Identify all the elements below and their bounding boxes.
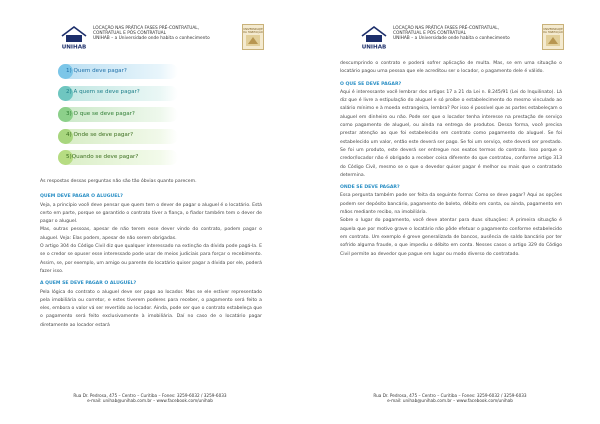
- question-item: [58, 86, 178, 101]
- section-heading: ONDE SE DEVE PAGAR?: [340, 185, 400, 191]
- question-label: 5)Quando se deve pagar?: [66, 153, 139, 160]
- page-right: [300, 0, 600, 424]
- intro-text: As respostas dessas perguntas não são tão óbvias quanto parecem.: [40, 179, 197, 184]
- question-label: 4) Onde se deve pagar?: [66, 132, 134, 138]
- paragraph: descumprindo o contrato e poderá sofrer aplicação de multa. Mas, se em uma situação o locatário pagou uma pessoa que ele acreditou ser o locador, o pagamento dele é válido.: [340, 61, 562, 75]
- paragraph: Sobre o lugar do pagamento, você deve atentar para duas situações: A primeira situação é aquela que por motivo grave o locatário não pôde efetuar o pagamento conforme estabelecido em contrato. Um exemplo é greve generalizada de bancos, ausência de saldo bancário por ter sofrido alguma fraude, o que impediu o débito em conta. Nesses casos o artigo 329 do Código Civil permite ao devedor que pague em lugar ou modo diverso do contratado.: [340, 218, 562, 257]
- footer: [300, 393, 600, 404]
- header-line: LOCAÇÃO NAS PRÁTICA FASES PRÉ-CONTRATUAL,: [393, 26, 500, 31]
- logo-text: UNIHAB: [361, 44, 387, 50]
- paragraph: Essa pergunta também pode ser feita da seguinte forma: Como se deve pagar? Aqui as opções podem ser depósito bancário, pagamento de boleto, débito em conta, ou ainda, pagamento em mãos mediante recibo, na imobiliária.: [340, 193, 562, 216]
- header-line: CONTRATUAL E PÓS CONTRATUAL: [393, 31, 466, 37]
- page-right-body: [340, 60, 562, 259]
- question-label: 3) O que se deve pagar?: [66, 110, 135, 117]
- seal-logo: [242, 24, 264, 50]
- question-item: [58, 150, 178, 165]
- question-item: [58, 107, 178, 122]
- question-item: [58, 129, 178, 144]
- footer-address: Rua Dr. Pedrosa, 475 – Centro – Curitiba – Fones: 3259-6032 / 3259-6033: [373, 393, 527, 398]
- footer-contact: e-mail: unihab@unihab.com.br – www.facebook.com/unihab: [87, 398, 213, 404]
- question-label: 1) Quem deve pagar?: [66, 67, 127, 74]
- header-text: [393, 26, 543, 42]
- seal-logo: [542, 24, 564, 50]
- questions-list: [58, 64, 178, 172]
- header: [0, 24, 300, 52]
- section-heading: QUEM DEVE PAGAR O ALUGUEL?: [40, 194, 123, 200]
- question-label: 2) A quem se deve pagar?: [66, 89, 140, 95]
- header-line: UNIHAB – a Universidade onde habita o conhecimento: [393, 36, 510, 42]
- section-heading: O QUE SE DEVE PAGAR?: [340, 81, 402, 87]
- header-text: [93, 26, 243, 42]
- paragraph: Veja, a princípio você deve pensar que quem tem o dever de pagar o aluguel é o locatário. Está certo em parte, porque se garantido o contrato tiver a fiança, o fiador também tem o dever de pagar o aluguel.: [40, 202, 262, 225]
- paragraph: Aqui é interessante você lembrar dos artigos 17 a 21 da Lei n. 8.245/91 (Lei do Inquilinato). Lá diz que é livre a estipulação do aluguel e só proíbe o estabelecimento do mesmo vinculado ao salário mínimo e à moeda estrangeira, lembra? Por isso é possível que as partes estabeleçam o aluguel em dinheiro ou não. Pode ser que o locador tenha interesse na prestação de serviço como pagamento de aluguel, ou ainda na entrega de produtos. Dessa forma, você precisa prestar atenção ao que foi estabelecido em contrato como pagamento do aluguel. Se foi estabelecido um valor, então este deverá ser pago. Se foi um serviço, este deverá ser prestado. Se foi um produto, este deverá ser entregue nos exatos termos do contrato. Isso porque o credor/locador não é obrigado a receber coisa diferente do que contratou, conforme artigo 313 do Código Civil, mesmo se o que o devedor quiser pagar é melhor ou mais que o contratado determina.: [340, 89, 562, 178]
- section-heading: A QUEM SE DEVE PAGAR O ALUGUEL?: [40, 281, 137, 287]
- header-line: UNIHAB – a Universidade onde habita o conhecimento: [93, 36, 210, 42]
- unihab-logo: [360, 24, 388, 50]
- seal-text: UNIVERSIDADE: [243, 28, 263, 31]
- header: [300, 24, 600, 52]
- paragraph: Pela lógica do contrato o aluguel deve ser pago ao locador. Mas se ele estiver representado pela imobiliária ou corretor, e estes tiverem poderes para receber, o pagamento será feito a eles, embora o valor vá ser revertido ao locador. Ainda, pode ser que o contrato estabeleça que o pagamento será feito exclusivamente à imobiliária. Daí no caso de o locatário pagar diretamente ao locador estará: [40, 289, 262, 328]
- header-line: CONTRATUAL E PÓS CONTRATUAL: [93, 31, 166, 37]
- logo-text: UNIHAB: [61, 44, 87, 50]
- footer: [0, 393, 300, 404]
- footer-address: Rua Dr. Pedrosa, 475 – Centro – Curitiba – Fones: 3259-6032 / 3259-6033: [73, 393, 227, 398]
- header-line: LOCAÇÃO NAS PRÁTICA FASES PRÉ-CONTRATUAL,: [93, 26, 200, 31]
- paragraph: O artigo 304 do Código Civil diz que qualquer interessado na extinção da dívida pode pagá-la. E se o credor se opuser esse interessado pode usar de meios judiciais para forçar o recebimento. Assim, se, por exemplo, um amigo ou parente do locatário quiser pagar a dívida por ele, poderá fazer isso.: [40, 244, 262, 274]
- seal-text: DA HABITAÇÃO: [243, 31, 263, 34]
- unihab-logo: [60, 24, 88, 50]
- footer-contact: e-mail: unihab@unihab.com.br – www.facebook.com/unihab: [387, 398, 513, 404]
- seal-text: DA HABITAÇÃO: [543, 31, 563, 34]
- question-item: [58, 64, 178, 79]
- seal-text: UNIVERSIDADE: [543, 28, 563, 31]
- paragraph: Mas, outras pessoas, apesar de não terem esse dever vindo do contrato, podem pagar o aluguel. Veja: Elas podem, apesar de não serem obrigadas.: [40, 227, 262, 241]
- page-left-body: [40, 178, 262, 330]
